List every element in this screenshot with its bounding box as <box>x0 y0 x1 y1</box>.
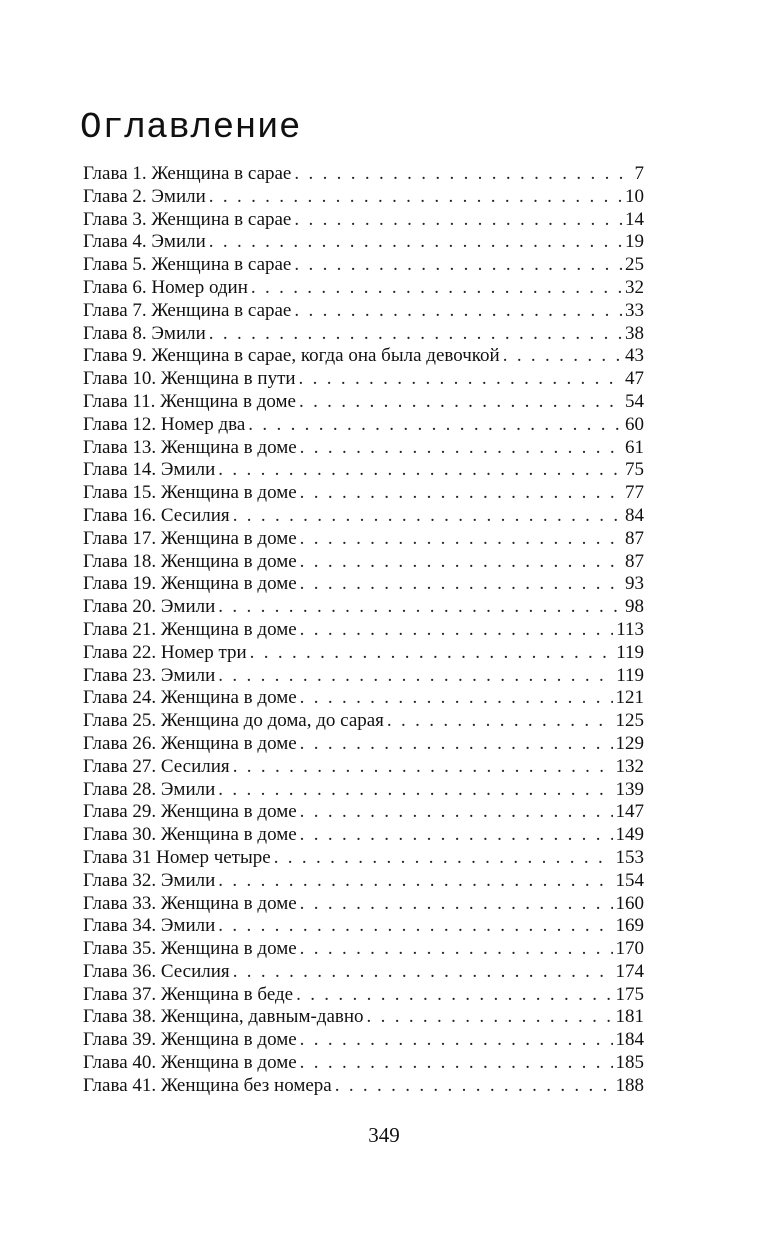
toc-entry-title: Глава 37. Женщина в беде <box>83 983 294 1005</box>
toc-entry <box>83 619 644 642</box>
toc-dot-leader <box>294 300 622 323</box>
toc-entry-title: Глава 1. Женщина в сарае <box>83 163 292 184</box>
toc-entry <box>83 687 644 710</box>
toc-entry-page: 19 <box>625 231 644 253</box>
toc-entry <box>83 323 644 346</box>
toc-dot-leader <box>300 619 614 642</box>
toc-dot-leader <box>300 824 613 847</box>
toc-entry-page: 119 <box>616 641 644 663</box>
toc-entry-page: 153 <box>615 846 644 868</box>
toc-dot-leader <box>218 779 612 802</box>
toc-entry-title: Глава 35. Женщина в доме <box>83 938 297 960</box>
toc-entry-page: 132 <box>615 755 644 777</box>
toc-entry-title: Глава 15. Женщина в доме <box>83 482 297 504</box>
toc-entry <box>83 505 644 528</box>
toc-entry-title: Глава 30. Женщина в доме <box>83 824 297 846</box>
toc-entry-title: Глава 28. Эмили <box>83 778 216 800</box>
toc-dot-leader <box>300 733 613 756</box>
toc-entry-page: 175 <box>615 983 644 1005</box>
toc-entry-page: 147 <box>615 801 644 823</box>
toc-entry-title: Глава 16. Сесилия <box>83 504 230 526</box>
toc-entry-title: Глава 11. Женщина в доме <box>83 390 296 412</box>
toc-dot-leader <box>251 277 622 300</box>
toc-entry <box>83 710 644 733</box>
toc-entry <box>83 277 644 300</box>
toc-entry-title: Глава 2. Эмили <box>83 185 206 207</box>
toc-entry <box>83 961 644 984</box>
toc-entry-page: 93 <box>625 573 644 595</box>
toc-dot-leader <box>209 186 622 209</box>
toc-entry-page: 113 <box>616 618 644 640</box>
toc-entry <box>83 1006 644 1029</box>
toc-entry-title: Глава 36. Сесилия <box>83 960 230 982</box>
toc-dot-leader <box>300 938 613 961</box>
toc-entry-title: Глава 10. Женщина в пути <box>83 368 296 390</box>
toc-entry <box>83 893 644 916</box>
toc-entry-title: Глава 27. Сесилия <box>83 755 230 777</box>
toc-entry-page: 75 <box>625 459 644 481</box>
toc-entry-title: Глава 7. Женщина в сарае <box>83 299 292 321</box>
toc-dot-leader <box>300 1029 613 1052</box>
toc-entry-title: Глава 24. Женщина в доме <box>83 687 297 709</box>
toc-entry-title: Глава 5. Женщина в сарае <box>83 254 292 276</box>
toc-dot-leader <box>218 915 612 938</box>
toc-dot-leader <box>209 323 622 346</box>
toc-entry <box>83 938 644 961</box>
toc-entry-page: 87 <box>625 550 644 572</box>
toc-dot-leader <box>233 505 622 528</box>
toc-entry <box>83 870 644 893</box>
toc-entry-title: Глава 41. Женщина без номера <box>83 1074 332 1096</box>
toc-entry-page: 38 <box>625 322 644 344</box>
toc-dot-leader <box>300 687 613 710</box>
toc-dot-leader <box>300 551 622 574</box>
toc-dot-leader <box>218 459 622 482</box>
toc-entry-title: Глава 29. Женщина в доме <box>83 801 297 823</box>
toc-dot-leader <box>294 163 631 186</box>
page-number: 349 <box>368 1123 400 1147</box>
toc-entry <box>83 1029 644 1052</box>
toc-entry-title: Глава 23. Эмили <box>83 664 216 686</box>
toc-entry <box>83 391 644 414</box>
toc-entry-title: Глава 14. Эмили <box>83 459 216 481</box>
toc-entry-title: Глава 19. Женщина в доме <box>83 573 297 595</box>
toc-dot-leader <box>503 345 622 368</box>
toc-dot-leader <box>209 231 622 254</box>
toc-entry-page: 43 <box>625 345 644 367</box>
toc-dot-leader <box>274 847 613 870</box>
toc-entry-title: Глава 9. Женщина в сарае, когда она была девочкой <box>83 345 500 367</box>
toc-entry-page: 84 <box>625 504 644 526</box>
toc-entry <box>83 824 644 847</box>
toc-dot-leader <box>233 756 613 779</box>
toc-entry-title: Глава 25. Женщина до дома, до сарая <box>83 710 384 732</box>
toc-entry <box>83 437 644 460</box>
toc-dot-leader <box>300 1052 613 1075</box>
toc-entry <box>83 847 644 870</box>
toc-dot-leader <box>367 1006 613 1029</box>
toc-entry-title: Глава 33. Женщина в доме <box>83 892 297 914</box>
toc-entry-page: 154 <box>615 869 644 891</box>
toc-entry <box>83 551 644 574</box>
toc-entry-page: 25 <box>625 254 644 276</box>
toc-entry-page: 170 <box>615 938 644 960</box>
toc-entry <box>83 528 644 551</box>
toc-entry-page: 174 <box>615 960 644 982</box>
toc-dot-leader <box>300 573 622 596</box>
toc-dot-leader <box>387 710 613 733</box>
toc-entry-page: 125 <box>615 710 644 732</box>
toc-entry <box>83 414 644 437</box>
toc-entry-page: 119 <box>616 664 644 686</box>
toc-entry-title: Глава 6. Номер один <box>83 276 248 298</box>
toc-entry-title: Глава 31 Номер четыре <box>83 846 271 868</box>
toc-dot-leader <box>296 984 612 1007</box>
toc-dot-leader <box>300 893 613 916</box>
toc-entry-title: Глава 18. Женщина в доме <box>83 550 297 572</box>
toc-entry <box>83 1052 644 1075</box>
toc-entry-page: 14 <box>625 208 644 230</box>
toc-entry-page: 54 <box>625 390 644 412</box>
toc-dot-leader <box>300 437 622 460</box>
toc-entry-title: Глава 34. Эмили <box>83 915 216 937</box>
toc-entry <box>83 779 644 802</box>
toc-entry-page: 32 <box>625 276 644 298</box>
toc-entry <box>83 209 644 232</box>
toc-dot-leader <box>335 1075 613 1098</box>
toc-entry-page: 7 <box>634 163 644 184</box>
toc-entry-page: 149 <box>615 824 644 846</box>
toc-entry-title: Глава 22. Номер три <box>83 641 247 663</box>
toc-entry-page: 10 <box>625 185 644 207</box>
toc-dot-leader <box>248 414 622 437</box>
toc-entry-title: Глава 12. Номер два <box>83 413 246 435</box>
toc-entry-title: Глава 40. Женщина в доме <box>83 1052 297 1074</box>
toc-entry <box>83 163 644 186</box>
toc-entry <box>83 596 644 619</box>
page-title: Оглавление <box>80 107 302 148</box>
toc-entry-page: 169 <box>615 915 644 937</box>
toc-dot-leader <box>218 596 622 619</box>
toc-entry-page: 181 <box>615 1006 644 1028</box>
toc-entry <box>83 915 644 938</box>
toc-entry-title: Глава 4. Эмили <box>83 231 206 253</box>
toc-entry-title: Глава 13. Женщина в доме <box>83 436 297 458</box>
toc-entry <box>83 300 644 323</box>
toc-dot-leader <box>294 209 622 232</box>
table-of-contents <box>83 163 644 1098</box>
toc-entry <box>83 368 644 391</box>
toc-entry-page: 77 <box>625 482 644 504</box>
toc-entry-page: 121 <box>615 687 644 709</box>
toc-entry-title: Глава 32. Эмили <box>83 869 216 891</box>
toc-entry-title: Глава 17. Женщина в доме <box>83 527 297 549</box>
toc-entry-title: Глава 20. Эмили <box>83 596 216 618</box>
toc-entry-title: Глава 21. Женщина в доме <box>83 618 297 640</box>
toc-entry-page: 33 <box>625 299 644 321</box>
toc-entry-page: 60 <box>625 413 644 435</box>
toc-entry-page: 184 <box>615 1029 644 1051</box>
toc-entry-page: 188 <box>615 1074 644 1096</box>
toc-entry <box>83 459 644 482</box>
toc-dot-leader <box>250 642 614 665</box>
toc-dot-leader <box>299 391 622 414</box>
toc-entry <box>83 345 644 368</box>
toc-entry <box>83 756 644 779</box>
toc-entry <box>83 984 644 1007</box>
toc-entry-page: 98 <box>625 596 644 618</box>
toc-entry-page: 87 <box>625 527 644 549</box>
toc-dot-leader <box>299 368 622 391</box>
toc-entry <box>83 254 644 277</box>
toc-entry-page: 185 <box>615 1052 644 1074</box>
toc-entry <box>83 665 644 688</box>
toc-entry <box>83 186 644 209</box>
toc-entry <box>83 733 644 756</box>
toc-entry <box>83 1075 644 1098</box>
toc-dot-leader <box>300 482 622 505</box>
toc-entry-page: 47 <box>625 368 644 390</box>
toc-entry-title: Глава 39. Женщина в доме <box>83 1029 297 1051</box>
toc-entry <box>83 482 644 505</box>
toc-dot-leader <box>300 528 622 551</box>
toc-dot-leader <box>218 870 612 893</box>
toc-entry-page: 61 <box>625 436 644 458</box>
toc-entry-title: Глава 8. Эмили <box>83 322 206 344</box>
toc-entry-title: Глава 3. Женщина в сарае <box>83 208 292 230</box>
toc-dot-leader <box>300 801 613 824</box>
toc-entry-title: Глава 26. Женщина в доме <box>83 732 297 754</box>
toc-entry <box>83 573 644 596</box>
toc-entry-page: 160 <box>615 892 644 914</box>
toc-entry <box>83 801 644 824</box>
toc-entry <box>83 231 644 254</box>
toc-entry-page: 129 <box>615 732 644 754</box>
toc-entry-page: 139 <box>615 778 644 800</box>
toc-entry-title: Глава 38. Женщина, давным-давно <box>83 1006 364 1028</box>
toc-dot-leader <box>233 961 613 984</box>
toc-entry <box>83 642 644 665</box>
toc-dot-leader <box>294 254 622 277</box>
toc-dot-leader <box>218 665 613 688</box>
